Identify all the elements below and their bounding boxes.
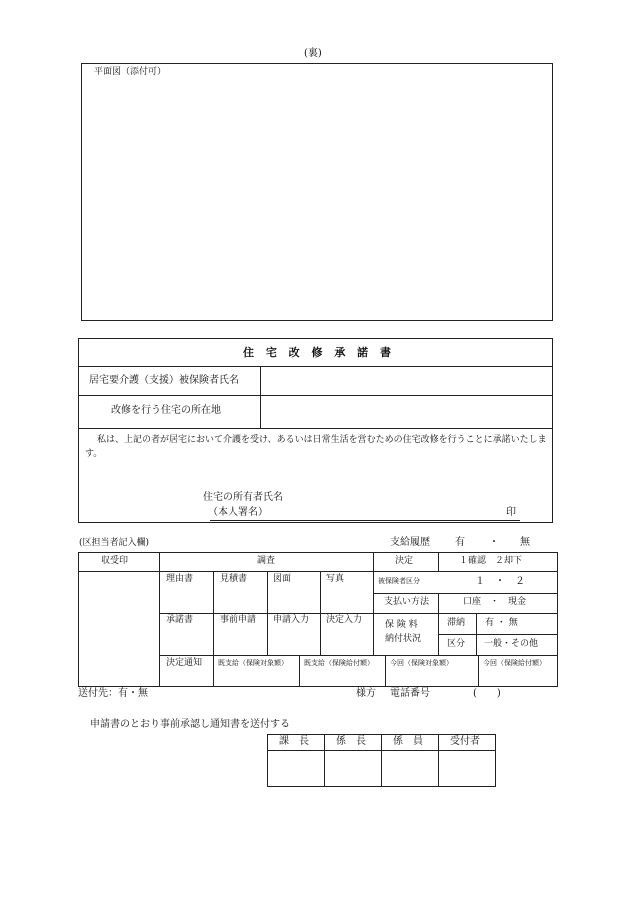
pre-application-check[interactable]: 事前申請 — [220, 615, 257, 625]
payment-method-label: 支払い方法 — [384, 597, 430, 607]
approval-notice: 申請書のとおり事前承認し通知書を送付する — [90, 719, 290, 730]
history-label: 支給履歴 — [390, 537, 430, 548]
reason-doc-check[interactable]: 理由書 — [166, 574, 194, 584]
insured-category-value[interactable]: １ ・ ２ — [475, 576, 525, 587]
stamp-cell-staff[interactable] — [382, 752, 437, 786]
floor-plan-label: 平面図（添付可） — [94, 67, 167, 77]
arrears-value[interactable]: 有 ・ 無 — [485, 618, 518, 628]
application-input-check[interactable]: 申請入力 — [273, 615, 310, 625]
prev-target-label: 既支給（保険対象額） — [218, 659, 288, 667]
survey-label: 調査 — [257, 556, 276, 566]
class-label: 区分 — [447, 639, 466, 649]
stamp-cell-receptionist[interactable] — [439, 752, 495, 786]
payment-method-value[interactable]: 口座 ・ 現金 — [463, 597, 527, 607]
stamp-header-section-chief: 課 長 — [279, 736, 309, 747]
office-section-label: (区担当者記入欄) — [79, 538, 150, 548]
address-label: 改修を行う住宅の所在地 — [111, 405, 221, 416]
this-paid-label: 今回（保険給付額） — [483, 659, 546, 667]
insured-name-field[interactable] — [262, 368, 551, 394]
stamp-cell-subsection-chief[interactable] — [325, 752, 380, 786]
floor-plan-box[interactable] — [81, 63, 553, 321]
seal-mark: 印 — [506, 507, 516, 518]
consent-title: 住 宅 改 修 承 諾 書 — [243, 346, 395, 359]
stamp-header-receptionist: 受付者 — [450, 736, 480, 747]
class-value[interactable]: 一般・その他 — [484, 639, 539, 649]
history-no[interactable]: 無 — [520, 537, 530, 548]
insured-name-label: 居宅要介護（支援）被保険者氏名 — [89, 375, 239, 386]
prev-paid-label: 既支給（保険給付額） — [304, 659, 374, 667]
received-stamp-area[interactable] — [80, 573, 158, 685]
photo-check[interactable]: 写真 — [326, 574, 345, 584]
premium-label-1: 保 険 料 — [385, 620, 418, 630]
arrears-label: 滞納 — [447, 618, 466, 628]
insured-category-label: 被保険者区分 — [378, 577, 420, 585]
decision-value[interactable]: １確認 ２却下 — [459, 556, 523, 566]
sama-label: 様方 — [356, 688, 376, 699]
owner-name-label: 住宅の所有者氏名 — [203, 492, 283, 503]
this-target-label: 今回（保険対象額） — [390, 659, 453, 667]
send-to-label[interactable]: 送付先：有・無 — [78, 688, 148, 699]
estimate-check[interactable]: 見積書 — [220, 574, 248, 584]
signature-line[interactable] — [210, 520, 520, 521]
address-field[interactable] — [262, 397, 551, 427]
decision-notice-check[interactable]: 決定通知 — [166, 658, 203, 668]
stamp-header-staff: 係 員 — [393, 736, 423, 747]
signature-label: （本人署名） — [208, 507, 268, 518]
phone-field[interactable]: ( ) — [473, 688, 501, 699]
decision-label: 決定 — [395, 556, 414, 566]
consent-statement: 私は、上記の者が居宅において介護を受け、あるいは日常生活を営むための住宅改修を行うことに承諾いたします。 — [85, 435, 547, 459]
history-dot: ・ — [489, 537, 499, 548]
history-yes[interactable]: 有 — [455, 537, 465, 548]
consent-doc-check[interactable]: 承諾書 — [166, 615, 194, 625]
received-stamp-label: 収受印 — [101, 556, 129, 566]
stamp-header-subsection-chief: 係 長 — [336, 736, 366, 747]
page-side-label: (裏) — [304, 48, 322, 59]
drawing-check[interactable]: 図面 — [273, 574, 292, 584]
stamp-cell-section-chief[interactable] — [268, 752, 323, 786]
decision-input-check[interactable]: 決定入力 — [326, 615, 363, 625]
phone-label: 電話番号 — [390, 688, 430, 699]
premium-label-2: 納付状況 — [385, 634, 422, 644]
